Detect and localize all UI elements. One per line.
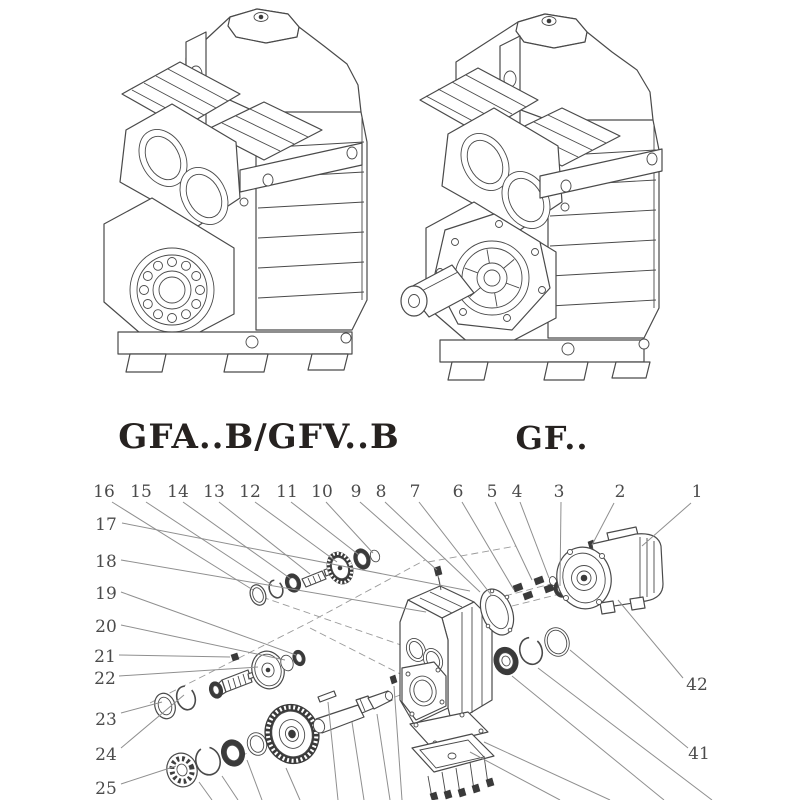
callout-41: 41 [688, 744, 710, 764]
callout-13: 13 [203, 482, 225, 502]
callout-23: 23 [95, 710, 117, 730]
callout-4: 4 [511, 482, 523, 502]
callout-18: 18 [95, 552, 117, 572]
model-label-left: GFA..B/GFV..B [118, 417, 400, 457]
callout-1: 1 [691, 482, 703, 502]
part-output-shaft-assembly [162, 691, 393, 791]
gearbox-left-drawing [104, 9, 367, 372]
callout-3: 3 [553, 482, 565, 502]
callout-20: 20 [95, 617, 117, 637]
callout-7: 7 [409, 482, 421, 502]
part-oil-pan [412, 734, 494, 800]
callout-16: 16 [93, 482, 115, 502]
callout-25: 25 [95, 779, 117, 799]
callout-14: 14 [167, 482, 189, 502]
callout-17: 17 [95, 515, 117, 535]
callout-9: 9 [350, 482, 362, 502]
exploded-view-drawing [93, 482, 712, 800]
callout-22: 22 [94, 669, 116, 689]
gearbox-right-drawing [401, 14, 662, 380]
callout-19: 19 [95, 584, 117, 604]
callout-42: 42 [686, 675, 708, 695]
part-motor [551, 527, 663, 614]
part-housing [390, 566, 492, 724]
callout-21: 21 [94, 647, 116, 667]
callout-11: 11 [276, 482, 298, 502]
callout-8: 8 [375, 482, 387, 502]
part-upper-shaft-assembly [247, 546, 381, 607]
callout-24: 24 [95, 745, 117, 765]
model-label-right: GF.. [515, 419, 589, 457]
callout-6: 6 [452, 482, 464, 502]
callout-15: 15 [130, 482, 152, 502]
callout-12: 12 [239, 482, 261, 502]
callout-10: 10 [311, 482, 333, 502]
callout-2: 2 [614, 482, 626, 502]
callout-5: 5 [486, 482, 498, 502]
